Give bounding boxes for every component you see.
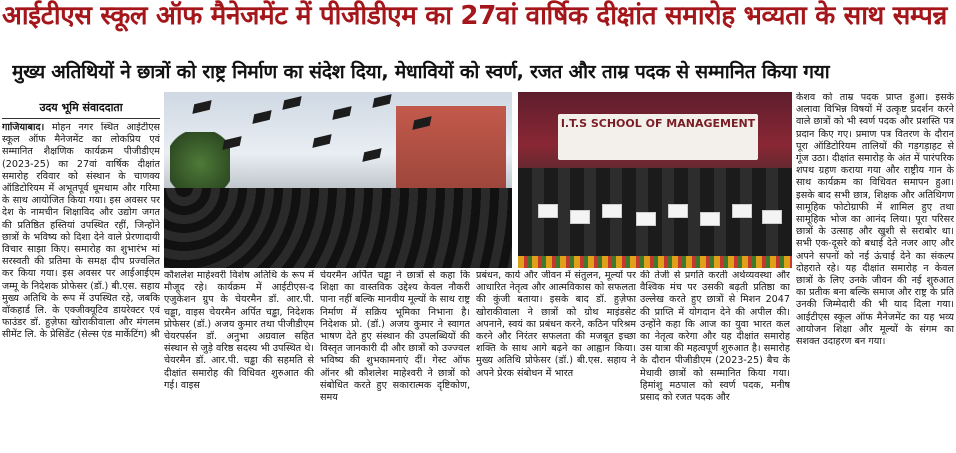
article-column-1 [2,122,160,452]
certificate-icon [762,210,782,224]
certificate-icon [602,204,622,218]
subheadline: मुख्य अतिथियों ने छात्रों को राष्ट्र निर्माण का संदेश दिया, मेधावियों को स्वर्ण, रजत और ताम्र पदक से सम्मानित किया गया [12,61,830,83]
graduation-cap-icon [332,106,351,120]
stage-banner [558,114,758,160]
certificate-icon [700,212,720,226]
article-column-2: कौशलेश माहेश्वरी विशेष अतिथि के रूप में मौजूद रहे। कार्यक्रम में आईटीएस-द एजुकेशन ग्रुप के चेयरमैन डॉ. आर.पी. चड्ढा, वाइस चेयरमैन अर्पित चड्ढा, निदेशक प्रोफेसर (डॉ.) अजय कुमार तथा पीजीडीएम चेयरपर्सन डॉ. अनुभा अग्रवाल सहित संस्थान से जुड़े वरिष्ठ सदस्य भी उपस्थित थे। चेयरमैन डॉ. आर.पी. चड्ढा की सहमति से दीक्षांत समारोह की विधिवत शुरुआत की गई। वाइस [164,270,314,391]
graduation-cap-icon [372,94,391,108]
article-column-6: केशव को ताम्र पदक प्राप्त हुआ। इसके अलावा विभिन्न विषयों में उत्कृष्ट प्रदर्शन करने वाले छात्रों को भी स्वर्ण पदक और प्रशस्ति पत्र प्रदान किए गए। प्रमाण पत्र वितरण के दौरान पूरा ऑडिटोरियम तालियों की गड़गड़ाहट से गूंज उठा। दीक्षांत समारोह के अंत में पारंपरिक शपथ ग्रहण कराया गया और राष्ट्रीय गान के साथ कार्यक्रम का विधिवत समापन हुआ। इसके बाद सभी छात्र, शिक्षक और अतिथिगण सामूहिक फोटोग्राफी में शामिल हुए तथा सामूहिक भोज का आनंद लिया। पूरा परिसर छात्रों के उत्साह और खुशी से सराबोर था। सभी एक-दूसरे को बधाई देते नजर आए और अपने सपनों को नई ऊंचाई देने का संकल्प दोहराते रहे। यह दीक्षांत समारोह न केवल छात्रों के लिए उनके जीवन की नई शुरुआत का प्रतीक बना बल्कि समाज और राष्ट्र के प्रति उनकी जिम्मेदारी की भी याद दिला गया। आईटीएस स्कूल ऑफ मैनेजमेंट का यह भव्य आयोजन शिक्षा और मूल्यों के संगम का सशक्त उदाहरण बन गया। [796,92,954,348]
article-column-1-text: मोहन नगर स्थित आईटीएस स्कूल ऑफ मैनेजमेंट का लोकप्रिय एवं सम्मानित शैक्षणिक कार्यक्रम पीजीडीएम (2023-25) का 27वां वार्षिक दीक्षांत समारोह रविवार को संस्थान के चाणक्य ऑडिटोरियम में अभूतपूर्व धूमधाम और गरिमा के साथ आयोजित किया गया। इस अवसर पर देश के नामचीन शिक्षाविद और उद्योग जगत की प्रतिष्ठित हस्तियां उपस्थित रहीं, जिन्होंने छात्रों के भविष्य को दिशा देने वाले प्रेरणादायी विचार साझा किए। समारोह का शुभारंभ मां सरस्वती की प्रतिमा के समक्ष दीप प्रज्वलित कर किया गया। इस अवसर पर आईआईएम जम्मू के निदेशक प्रोफेसर (डॉ.) बी.एस. सहाय मुख्य अतिथि के रूप में उपस्थित रहे, जबकि वॉकहार्ड लि. के एक्जीक्यूटिव डायरेक्टर एवं फाउंडर डॉ. हुज़ेफा खोराकीवाला और मंगलम सीमेंट लि. के प्रेसिडेंट (सेल्स एंड मार्केटिंग) श्री [2,122,160,341]
graduates-crowd [164,188,512,268]
certificate-icon [538,204,558,218]
article-column-5: की तेजी से प्रगति करती अर्थव्यवस्था और वैश्विक मंच पर उसकी बढ़ती प्रतिष्ठा का उल्लेख करते हुए छात्रों से मिशन 2047 की प्राप्ति में योगदान देने की अपील की। उन्होंने कहा कि आज का युवा भारत कल का नेतृत्व करेगा और यह दीक्षांत समारोह उस यात्रा की महत्वपूर्ण शुरुआत है। समारोह के दौरान पीजीडीएम (2023-25) बैच के मेधावी छात्रों को सम्मानित किया गया। हिमांशु मठपाल को स्वर्ण पदक, मनीष प्रसाद को रजत पदक और [640,270,790,404]
graduation-cap-icon [252,110,271,124]
stage-banner-text: I.T.S SCHOOL OF MANAGEMENT [560,117,756,130]
article-column-4: प्रबंधन, कार्य और जीवन में संतुलन, मूल्यों पर आधारित नेतृत्व और आत्मविकास को सफलता की कुंजी बताया। इसके बाद डॉ. हुज़ेफा खोराकीवाला ने छात्रों को ग्रोथ माइंडसेट अपनाने, स्वयं का प्रबंधन करने, कठिन परिश्रम करने और निरंतर सफलता की मजबूत इच्छा शक्ति के साथ आगे बढ़ने का आह्वान किया। मुख्य अतिथि प्रोफेसर (डॉ.) बी.एस. सहाय ने अपने प्रेरक संबोधन में भारत [476,270,636,379]
article-column-3: चेयरमैन अर्पित चड्ढा ने छात्रों से कहा कि शिक्षा का वास्तविक उद्देश्य केवल नौकरी पाना नहीं बल्कि मानवीय मूल्यों के साथ राष्ट्र निर्माण में सक्रिय भूमिका निभाना है। निदेशक प्रो. (डॉ.) अजय कुमार ने स्वागत भाषण देते हुए संस्थान की उपलब्धियों की विस्तृत जानकारी दी और छात्रों को उज्ज्वल भविष्य की शुभकामनाएं दीं। गेस्ट ऑफ ऑनर श्री कौशलेश माहेश्वरी ने छात्रों को संबोधित करते हुए सकारात्मक दृष्टिकोण, समय [320,270,470,404]
flower-decoration [518,256,792,268]
certificate-icon [668,204,688,218]
photo-stage-certificates [518,92,792,268]
graduation-cap-icon [312,134,331,148]
graduation-cap-icon [192,100,211,114]
headline: आईटीएस स्कूल ऑफ मैनेजमेंट में पीजीडीएम का 27वां वार्षिक दीक्षांत समारोह भव्यता के साथ सम्पन्न [2,1,947,31]
certificate-icon [636,212,656,226]
dateline: गाजियाबाद। [2,122,45,133]
photo-graduates-throwing-caps [164,92,512,268]
certificate-icon [570,210,590,224]
byline: उदय भूमि संवाददाता [2,100,160,119]
graduation-cap-icon [362,148,381,162]
graduation-cap-icon [282,96,301,110]
certificate-icon [732,204,752,218]
